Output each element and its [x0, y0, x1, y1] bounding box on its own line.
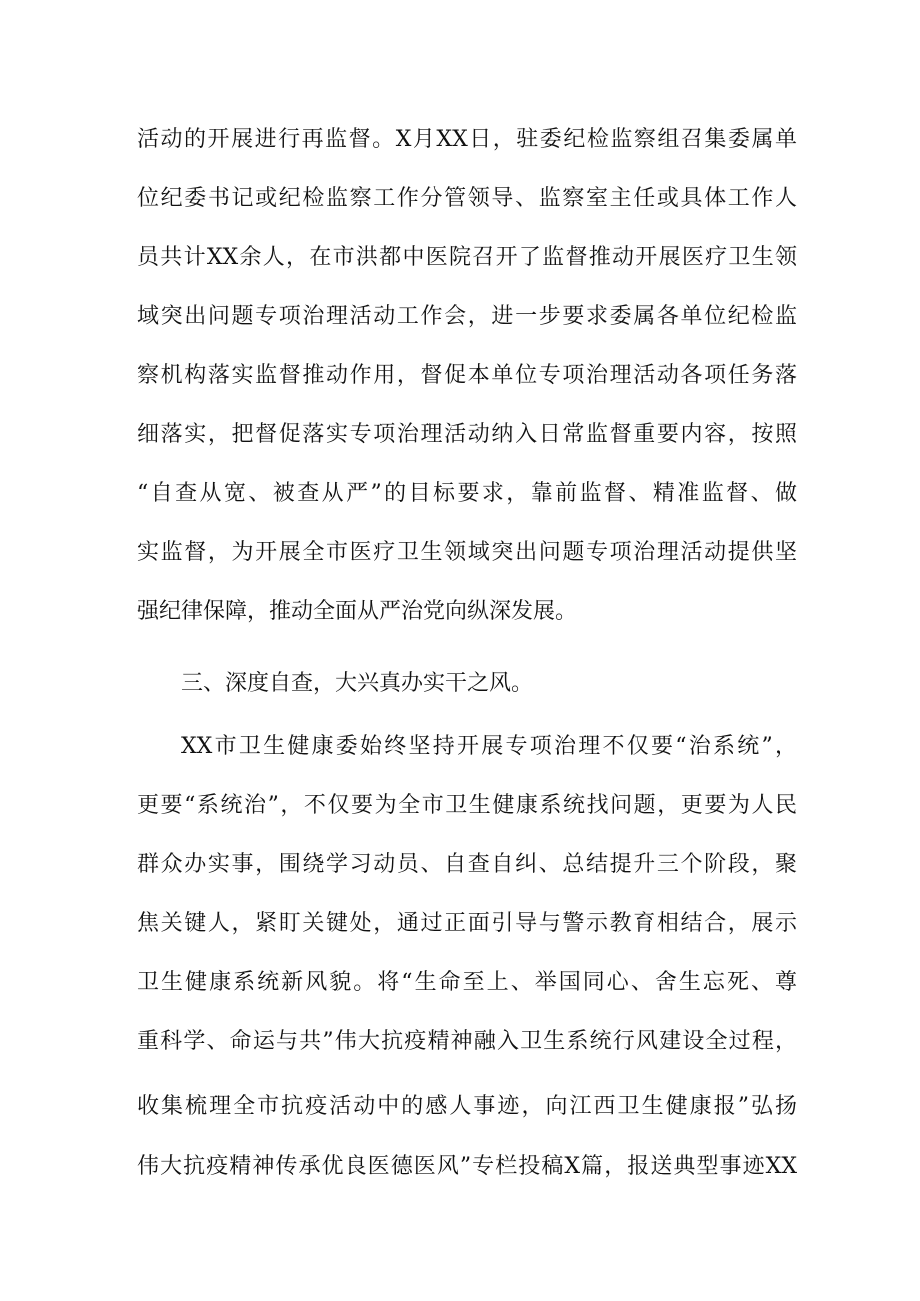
section-heading: 三、深度自查，大兴真办实干之风。: [181, 671, 534, 696]
paragraph-line: 卫生健康系统新风貌。将“生命至上、举国同心、舍生忘死、尊: [137, 970, 797, 995]
paragraph-line: 察机构落实监督推动作用，督促本单位专项治理活动各项任务落: [137, 363, 797, 388]
paragraph-line: 员共计XX余人，在市洪都中医院召开了监督推动开展医疗卫生领: [137, 245, 797, 270]
paragraph-line: XX市卫生健康委始终坚持开展专项治理不仅要“治系统”，: [181, 734, 797, 759]
paragraph-line: 更要“系统治”，不仅要为全市卫生健康系统找问题，更要为人民: [137, 793, 797, 818]
paragraph-line: 活动的开展进行再监督。X月XX日，驻委纪检监察组召集委属单: [137, 127, 797, 152]
paragraph-line: 重科学、命运与共”伟大抗疫精神融入卫生系统行风建设全过程，: [137, 1029, 797, 1054]
paragraph-line: 域突出问题专项治理活动工作会，进一步要求委属各单位纪检监: [137, 304, 797, 329]
paragraph-line: 强纪律保障，推动全面从严治党向纵深发展。: [137, 599, 578, 624]
paragraph-line: 焦关键人，紧盯关键处，通过正面引导与警示教育相结合，展示: [137, 911, 797, 936]
paragraph-line: 细落实，把督促落实专项治理活动纳入日常监督重要内容，按照: [137, 422, 797, 447]
paragraph-line: 实监督，为开展全市医疗卫生领域突出问题专项治理活动提供坚: [137, 540, 797, 565]
paragraph-line: 伟大抗疫精神传承优良医德医风”专栏投稿X篇，报送典型事迹XX: [137, 1154, 797, 1179]
paragraph-line: “自查从宽、被查从严”的目标要求，靠前监督、精准监督、做: [137, 481, 797, 506]
paragraph-line: 收集梳理全市抗疫活动中的感人事迹，向江西卫生健康报”弘扬: [137, 1094, 797, 1119]
paragraph-line: 群众办实事，围绕学习动员、自查自纠、总结提升三个阶段，聚: [137, 852, 797, 877]
paragraph-line: 位纪委书记或纪检监察工作分管领导、监察室主任或具体工作人: [137, 186, 797, 211]
